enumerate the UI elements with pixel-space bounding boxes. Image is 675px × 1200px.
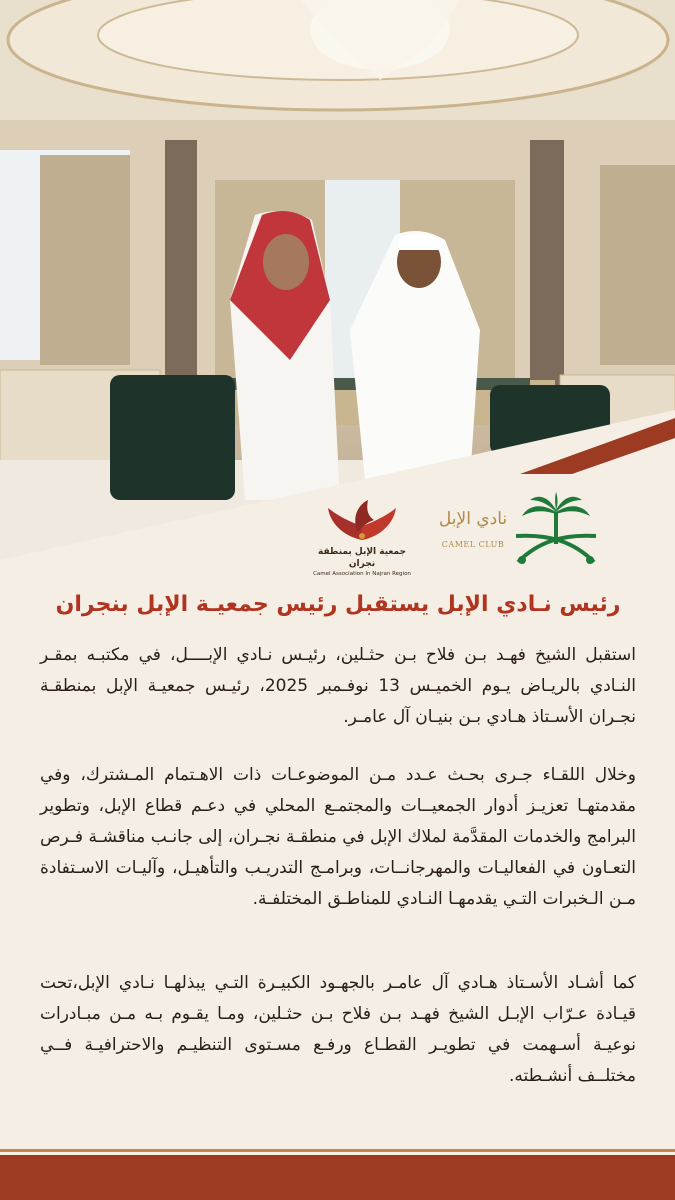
article-headline: رئيس نـادي الإبل يستقبل رئيس جمعيـة الإبل بنجران: [55, 592, 621, 617]
palm-swords-emblem-icon: [510, 490, 602, 575]
camel-club-name-ar: نادي الإبل: [438, 509, 508, 529]
bottom-accent-line: [0, 1149, 675, 1152]
paragraph-1: استقبل الشيخ فهـد بـن فلاح بـن حثـلين، رئيـس نـادي الإبــــل، في مكتبـه بمقـر النـادي بالريـاض يـوم الخميـس 13 نوفـمبر 2025، رئيـس جمعيـة الإبل بمنطقـة نجـران الأسـتاذ هـادي بـن بنيـان آل عامـر.: [40, 645, 636, 727]
camel-association-logo-icon: [322, 496, 402, 544]
camel-association-text: [306, 546, 418, 578]
bottom-band: [0, 1155, 675, 1200]
camel-association-name-en: Camel Association In Najran Region: [313, 571, 411, 577]
camel-club-logo: [438, 508, 508, 578]
paragraph-3: كما أشـاد الأسـتاذ هـادي آل عامـر بالجهـود الكبيـرة التـي يبذلهـا نـادي الإبل،تحت قيـادة عـرّاب الإبـل الشيخ فهـد بـن فلاح بـن حثـلين، ومـا يقـوم بـه مـن مبـادرات نوعيـة أسـهمت في تطويـر القطـاع ورفـع مسـتوى التنظيـم والاحترافيـة فــي مختلــف أنشـطته.: [40, 973, 636, 1086]
camel-club-name-en: CAMEL CLUB: [441, 540, 505, 549]
camel-association-name-ar: جمعية الإبل بمنطقة نجران: [318, 547, 406, 569]
paragraph-2: وخلال اللقـاء جـرى بحـث عـدد مـن الموضوعـات ذات الاهـتمام المـشترك، وفي مقدمتهـا تعزيـز أدوار الجمعيــات والمجتمـع المحلي في دعـم قطاع الإبل، وتطوير البرامج والخدمات المقدَّمة لملاك الإبل في منطقـة نجـران، إلى جانـب مناقشـة فـرص التعـاون في الفعاليـات والمهرجانــات، وبرامـج التدريـب والتأهيـل، وآليـات الاسـتفادة مـن الـخبرات التـي يقدمهـا النـادي للمناطـق المختلفـة.: [40, 765, 636, 909]
logo-row: [0, 490, 675, 580]
